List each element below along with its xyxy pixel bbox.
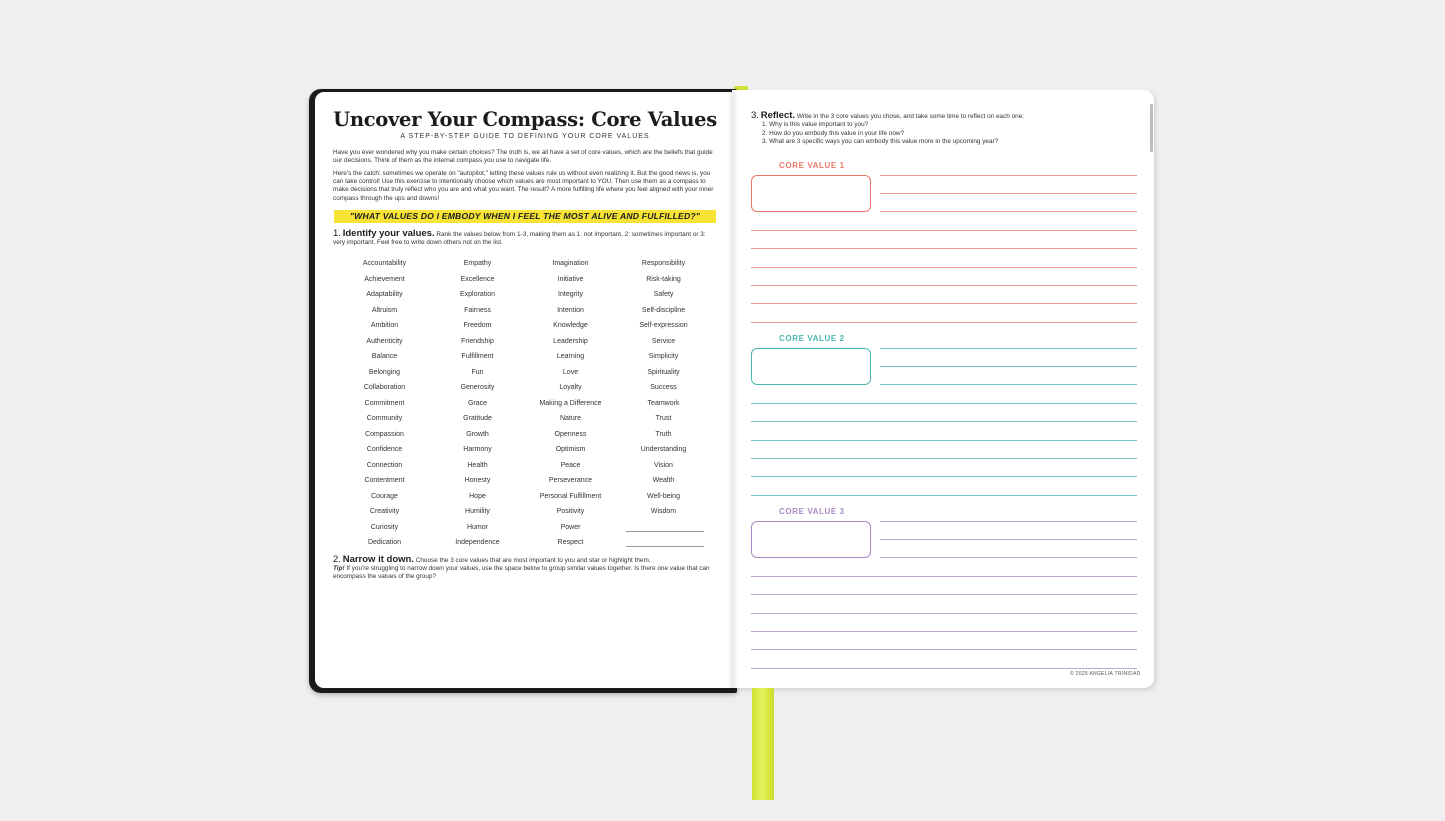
value-item: Health — [467, 461, 488, 469]
writing-line[interactable] — [751, 322, 1137, 323]
value-item: Connection — [366, 461, 403, 469]
value-item: Peace — [560, 461, 581, 469]
value-item: Safety — [653, 291, 674, 298]
writing-line[interactable] — [751, 303, 1137, 304]
step-heading: Narrow it down. — [342, 554, 414, 565]
value-item: Growth — [466, 430, 489, 438]
step-narrow — [333, 556, 719, 582]
writing-line[interactable] — [880, 521, 1137, 522]
reflect-question: 1. Why is this value important to you? — [762, 121, 869, 129]
writing-line[interactable] — [751, 495, 1137, 496]
value-item: Power — [560, 523, 581, 531]
page-title: Uncover Your Compass: Core Values — [333, 108, 717, 131]
core-value-3-box[interactable] — [751, 521, 871, 558]
value-item: Responsibility — [641, 260, 686, 267]
value-item: Empathy — [463, 260, 492, 267]
value-item: Simplicity — [648, 353, 679, 360]
writing-line[interactable] — [751, 285, 1137, 286]
value-item: Confidence — [366, 446, 403, 453]
value-item: Teamwork — [647, 399, 680, 407]
writing-line[interactable] — [880, 539, 1137, 540]
value-item — [617, 520, 710, 536]
reflect-question: 3. What are 3 specific ways you can embody this value more in the upcoming year? — [762, 138, 999, 146]
value-item: Exploration — [459, 291, 496, 298]
value-item: Loyalty — [559, 384, 582, 391]
writing-line[interactable] — [751, 458, 1137, 459]
step-text: Write in the 3 core values you chose, and take some time to reflect on each one: — [796, 113, 1025, 120]
value-item: Making a Difference — [539, 399, 602, 407]
writing-line[interactable] — [751, 613, 1137, 614]
value-item: Generosity — [460, 384, 495, 391]
value-item: Respect — [557, 539, 584, 546]
value-item: Perseverance — [548, 477, 593, 484]
writing-line[interactable] — [751, 267, 1137, 268]
tip-text: If you're struggling to narrow down your values, use the space below to group similar values together. Is there one value that can encompass the values of the group? — [333, 565, 710, 581]
page-tab-edge — [1150, 104, 1153, 152]
value-item: Ambition — [370, 322, 399, 329]
writing-line[interactable] — [880, 348, 1137, 349]
step-text: Rank the values below from 1-3, making them as 1: not important, 2: sometimes important or 3: very important. Feel free to write down others not on the list. — [333, 231, 706, 247]
writing-line[interactable] — [751, 576, 1137, 577]
writing-line[interactable] — [751, 476, 1137, 477]
value-item: Curiosity — [370, 523, 399, 531]
value-item: Risk-taking — [646, 275, 681, 283]
value-item: Friendship — [461, 337, 494, 345]
intro-paragraph-1: Have you ever wondered why you make certain choices? The truth is, we all have a set of core values, which are the beliefs that guide our decisions. Think of them as the internal compass you use to navigate life. — [333, 149, 713, 165]
writing-line[interactable] — [751, 230, 1137, 231]
writing-line[interactable] — [880, 193, 1137, 194]
value-item: Love — [562, 368, 579, 376]
step-number: 2. — [333, 554, 341, 565]
value-item: Leadership — [553, 337, 588, 345]
value-item: Wealth — [652, 477, 675, 484]
reflect-questions — [751, 121, 1141, 146]
write-in-line[interactable] — [626, 531, 704, 532]
value-item: Imagination — [552, 260, 589, 267]
value-item: Optimism — [555, 446, 586, 453]
value-item: Humility — [465, 508, 490, 515]
value-item: Gratitude — [463, 415, 492, 422]
step-heading: Reflect. — [760, 110, 796, 121]
value-item: Creativity — [369, 508, 400, 515]
value-item: Personal Fulfillment — [539, 492, 602, 500]
writing-line[interactable] — [751, 631, 1137, 632]
value-item: Hope — [469, 492, 486, 500]
page-gutter — [728, 92, 738, 688]
value-item: Freedom — [463, 322, 492, 329]
value-item: Collaboration — [363, 384, 406, 391]
writing-line[interactable] — [751, 594, 1137, 595]
value-item: Grace — [467, 399, 488, 407]
value-item: Accountability — [362, 260, 407, 267]
value-item: Harmony — [463, 446, 492, 453]
writing-line[interactable] — [880, 557, 1137, 558]
value-item: Independence — [455, 539, 500, 546]
value-item: Nature — [559, 415, 581, 422]
writing-line[interactable] — [751, 668, 1137, 669]
value-item: Intention — [557, 306, 584, 314]
step-heading: Identify your values. — [342, 228, 435, 239]
write-in-line[interactable] — [626, 546, 704, 547]
value-item: Well-being — [647, 492, 680, 500]
value-item: Trust — [655, 415, 672, 422]
value-item: Fulfillment — [461, 353, 494, 360]
value-item: Self-discipline — [641, 306, 686, 314]
value-item: Community — [366, 415, 403, 422]
core-value-1-label: CORE VALUE 1 — [779, 161, 845, 170]
value-item: Vision — [654, 461, 673, 469]
value-item: Fun — [471, 368, 484, 376]
writing-line[interactable] — [751, 403, 1137, 404]
writing-line[interactable] — [880, 366, 1137, 367]
value-item: Integrity — [558, 291, 583, 298]
value-item: Openness — [554, 430, 587, 438]
writing-line[interactable] — [880, 211, 1137, 212]
value-item: Positivity — [556, 508, 585, 515]
writing-line[interactable] — [880, 384, 1137, 385]
value-item: Balance — [371, 353, 398, 360]
value-item: Achievement — [364, 275, 405, 283]
step-text: Choose the 3 core values that are most important to you and star or highlight them. — [415, 557, 651, 564]
value-item: Initiative — [557, 275, 584, 283]
value-item: Self-expression — [639, 322, 688, 329]
writing-line[interactable] — [751, 248, 1137, 249]
step-number: 1. — [333, 228, 341, 239]
core-value-2-box[interactable] — [751, 348, 871, 385]
values-list — [338, 256, 710, 551]
value-item: Belonging — [368, 368, 401, 376]
value-item: Commitment — [364, 399, 405, 407]
value-item: Learning — [556, 353, 585, 360]
value-item: Contentment — [364, 477, 405, 484]
intro-paragraph-2: Here's the catch: sometimes we operate on "autopilot," letting these values rule us without even realizing it. But the good news is, you can take control! Use this exercise to intentionally choose which values are most important to YOU. Then use them as a compass to make decisions that truly reflect who you are and what you want. The result? A more fulfilling life where you feel aligned with your inner compass through the ups and downs! — [333, 170, 714, 202]
copyright-notice: © 2025 ANGELIA TRINIDAD — [1070, 671, 1141, 677]
value-item: Understanding — [640, 446, 687, 453]
core-value-1-box[interactable] — [751, 175, 871, 212]
value-item: Service — [651, 337, 676, 345]
value-item: Authenticity — [366, 337, 403, 345]
writing-line[interactable] — [880, 175, 1137, 176]
bookmark-ribbon[interactable] — [752, 688, 774, 800]
value-item — [617, 535, 710, 551]
reflect-question: 2. How do you embody this value in your life now? — [762, 129, 905, 137]
value-item: Compassion — [365, 430, 404, 438]
step-identify — [333, 230, 719, 247]
value-item: Courage — [371, 492, 398, 500]
core-value-2-label: CORE VALUE 2 — [779, 334, 845, 343]
value-item: Success — [650, 384, 677, 391]
value-item: Humor — [466, 523, 488, 531]
writing-line[interactable] — [751, 421, 1137, 422]
value-item: Dedication — [367, 539, 402, 546]
value-item: Excellence — [460, 275, 495, 283]
page-subtitle: A STEP-BY-STEP GUIDE TO DEFINING YOUR CORE VALUES — [400, 133, 650, 140]
value-item: Adaptability — [366, 291, 403, 298]
highlight-question: "WHAT VALUES DO I EMBODY WHEN I FEEL THE MOST ALIVE AND FULFILLED?" — [334, 210, 716, 223]
step-number: 3. — [751, 110, 759, 121]
value-item: Fairness — [464, 306, 491, 314]
writing-line[interactable] — [751, 440, 1137, 441]
value-item: Knowledge — [553, 322, 588, 329]
value-item: Honesty — [464, 477, 491, 484]
value-item: Truth — [655, 430, 672, 438]
writing-line[interactable] — [751, 649, 1137, 650]
value-item: Spirituality — [647, 368, 680, 376]
value-item: Wisdom — [650, 508, 677, 515]
tip-label: Tip! — [333, 565, 345, 573]
core-value-3-label: CORE VALUE 3 — [779, 507, 845, 516]
value-item: Altruism — [371, 306, 398, 314]
step-reflect — [751, 112, 1141, 147]
